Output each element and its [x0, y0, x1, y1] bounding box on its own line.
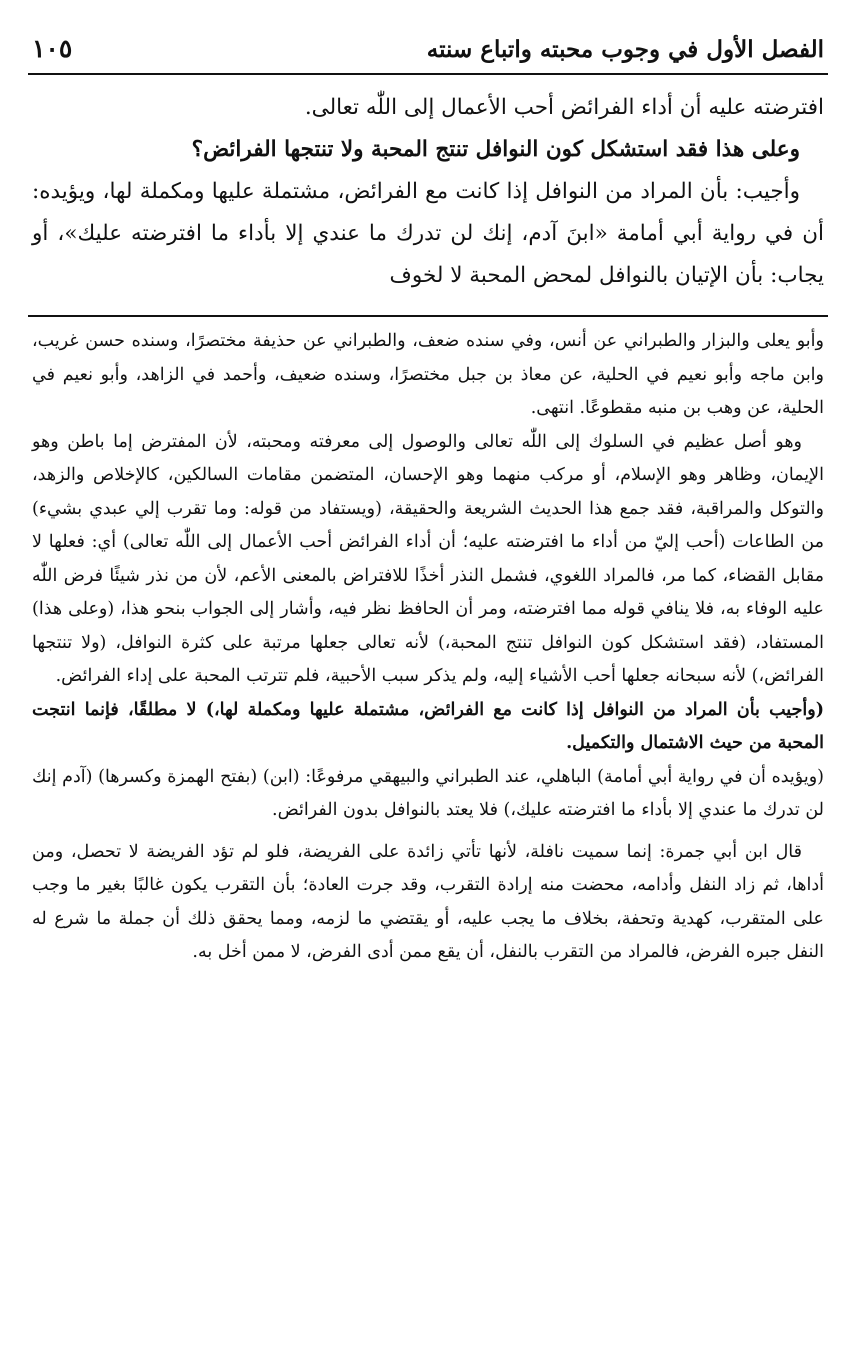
main-text [28, 75, 828, 297]
commentary-paragraph: وهو أصل عظيم في السلوك إلى اللّٰه تعالى والوصول إلى معرفته ومحبته، لأن المفترض إما باطن وهو الإيمان، وظاهر وهو الإسلام، أو مركب منهما وهو الإحسان، المتضمن مقامات السالكين، كالإخلاص والزهد، والتوكل والمراقبة، فقد جمع هذا الحديث الشريعة والحقيقة، (ويستفاد من قوله: وما تقرب إلي عبدي بشيء) من الطاعات (أحب إليّ من أداء ما افترضته عليه؛ أن أداء الفرائض أحب الأعمال إلى اللّٰه تعالى) أي: فعلها لا مقابل القضاء، كما مر، فالمراد اللغوي، فشمل النذر أخذًا للافتراض بالمعنى الأعم، لأن من نذر شيئًا فرض اللّٰه عليه الوفاء به، فلا ينافي قوله مما افترضته، ومر أن الحافظ نظر فيه، وأشار إلى الجواب بنحو هذا، (وعلى هذا) المستفاد، (فقد استشكل كون النوافل تنتج المحبة،) لأنه تعالى جعلها مرتبة على كثرة النوافل، (ولا تنتجها الفرائض،) لأنه سبحانه جعلها أحب الأشياء إليه، ولم يذكر سبب الأحبية، فلم تترتب المحبة على إداء الفرائض. [32, 431, 824, 686]
commentary-paragraph: (وأجيب بأن المراد من النوافل إذا كانت مع الفرائض، مشتملة عليها ومكملة لها،) لا مطلقًا، فإنما انتجت المحبة من حيث الاشتمال والتكميل. [32, 699, 824, 753]
book-page [28, 28, 828, 1328]
running-title: الفصل الأول في وجوب محبته واتباع سنته [426, 36, 824, 63]
main-paragraph: وأجيب: بأن المراد من النوافل إذا كانت مع الفرائض، مشتملة عليها ومكملة لها، ويؤيده: أن في رواية أبي أمامة «ابنَ آدم، إنك لن تدرك ما عندي إلا بأداء ما افترضته عليك»، أو يجاب: بأن الإتيان بالنوافل لمحض المحبة لا لخوف [32, 179, 824, 288]
main-paragraph: افترضته عليه أن أداء الفرائض أحب الأعمال إلى اللّٰه تعالى. [304, 95, 824, 120]
page-header [28, 28, 828, 75]
commentary-section [28, 325, 828, 970]
page-number: ١٠٥ [32, 34, 73, 63]
commentary-paragraph: قال ابن أبي جمرة: إنما سميت نافلة، لأنها تأتي زائدة على الفريضة، فلو لم تؤد الفريضة لا تحصل، ومن أداها، ثم زاد النفل وأدامه، محضت منه إرادة التقرب، وقد جرت العادة؛ بأن التقرب يكون غالبًا بغير ما وجب على المتقرب، كهدية وتحفة، بخلاف ما يجب عليه، أو يقتضي ما لزمه، ومما يحقق ذلك أن جملة ما شرع له النفل جبره الفرض، فالمراد من التقرب بالنفل، أن يقع ممن أدى الفرض، لا ممن أخل به. [32, 841, 824, 962]
footnote-separator [28, 315, 828, 317]
commentary-paragraph: وأبو يعلى والبزار والطبراني عن أنس، وفي سنده ضعف، والطبراني عن حذيفة مختصرًا، وسنده حسن غريب، وابن ماجه وأبو نعيم في الحلية، عن معاذ بن جبل مختصرًا، وسنده ضعيف، وأحمد في الزاهد، وأبو نعيم في الحلية، عن وهب بن منبه مقطوعًا. انتهى. [32, 331, 824, 418]
commentary-paragraph: (ويؤيده أن في رواية أبي أمامة) الباهلي، عند الطبراني والبيهقي مرفوعًا: (ابن) (بفتح الهمزة وكسرها) (آدم إنك لن تدرك ما عندي إلا بأداء ما افترضته عليك،) فلا يعتد بالنوافل بدون الفرائض. [32, 766, 824, 820]
main-paragraph: وعلى هذا فقد استشكل كون النوافل تنتج المحبة ولا تنتجها الفرائض؟ [191, 137, 800, 162]
